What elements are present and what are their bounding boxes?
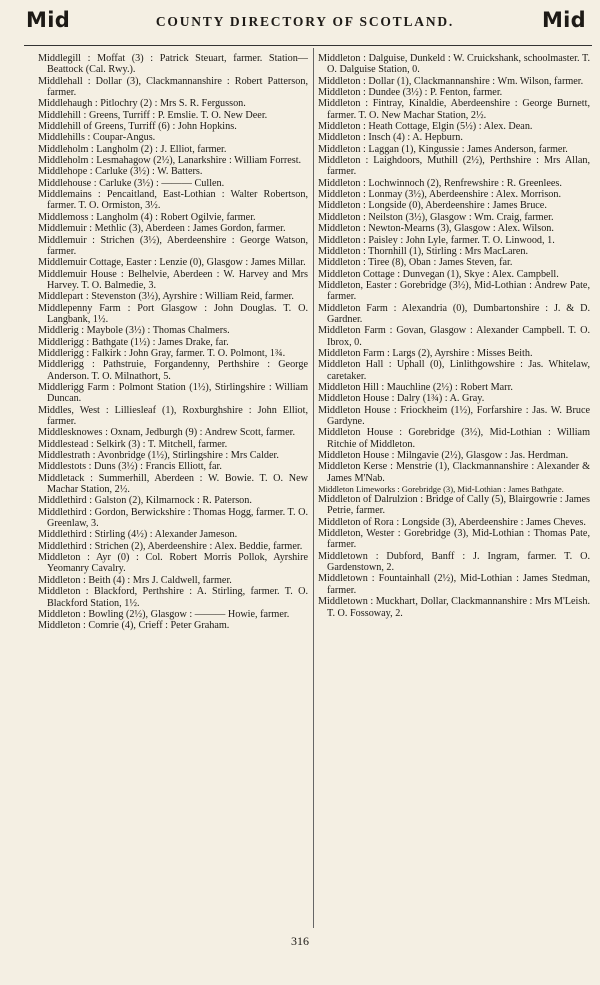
entry: Middleton : Insch (4) : A. Hepburn.: [318, 132, 463, 144]
entry: Middlemoss : Langholm (4) : Robert Ogilvie, farmer.: [38, 211, 256, 223]
entry: Middleton of Dalrulzion : Bridge of Cally (5), Blairgowrie : James Petrie, farmer.: [318, 494, 590, 517]
entry: Middlestots : Duns (3½) : Francis Elliott, far.: [38, 461, 222, 473]
entry: Middlethird : Strichen (2), Aberdeenshire : Alex. Beddie, farmer.: [38, 540, 303, 552]
entry: Middleton : Ayr (0) : Col. Robert Morris Pollok, Ayrshire Yeomanry Cavalry.: [38, 552, 308, 575]
entry: Middleton : Newton-Mearns (3), Glasgow : Alex. Wilson.: [318, 223, 554, 235]
entry: Middlestead : Selkirk (3) : T. Mitchell, farmer.: [38, 438, 228, 450]
entry: Middleton : Bowling (2½), Glasgow : ——— Howie, farmer.: [38, 608, 290, 620]
entry: Middleton Hill : Mauchline (2½) : Robert Marr.: [318, 381, 513, 393]
entry: Middleton : Comrie (4), Crieff : Peter Graham.: [38, 620, 230, 632]
entry: Middleton : Dundee (3½) : P. Fenton, farmer.: [318, 87, 503, 99]
entry: Middleton, Wester : Gorebridge (3), Mid-Lothian : Thomas Pate, farmer.: [318, 528, 590, 551]
entry: Middletown : Muckhart, Dollar, Clackmannanshire : Mrs M'Leish. T. O. Fossoway, 2.: [318, 596, 590, 619]
running-title: COUNTY DIRECTORY OF SCOTLAND.: [155, 14, 455, 29]
entry: Middleton Limeworks : Gorebridge (3), Mid-Lothian : James Bathgate.: [318, 484, 564, 495]
entry: Middleton : Laggan (1), Kingussie : James Anderson, farmer.: [318, 143, 568, 155]
entry: Middletown : Dubford, Banff : J. Ingram, farmer. T. O. Gardenstown, 2.: [318, 550, 590, 574]
entry: Middlepart : Stevenston (3½), Ayrshire : William Reid, farmer.: [38, 291, 294, 303]
entry: Middleton : Thornhill (1), Stirling : Mrs MacLaren.: [318, 245, 529, 257]
entry: Middleton : Neilston (3½), Glasgow : Wm. Craig, farmer.: [318, 211, 554, 223]
entry: Middlehaugh : Pitlochry (2) : Mrs S. R. Fergusson.: [38, 98, 246, 110]
entry: Middleton Farm : Govan, Glasgow : Alexander Campbell. T. O. Ibrox, 0.: [318, 325, 590, 348]
entry: Middleton : Dalguise, Dunkeld : W. Cruickshank, schoolmaster. T. O. Dalguise Station, 0.: [318, 53, 590, 76]
entry: Middleholm : Lesmahagow (2½), Lanarkshire : William Forrest.: [38, 155, 302, 167]
entry: Middleton Cottage : Dunvegan (1), Skye : Alex. Campbell.: [318, 268, 559, 280]
column-divider: [313, 48, 314, 928]
entry: Middleton : Fintray, Kinaldie, Aberdeenshire : George Burnett, farmer. T. O. New Machar Station, 2½.: [318, 98, 590, 121]
entry: Middlemuir Cottage, Easter : Lenzie (0), Glasgow : James Millar.: [38, 257, 306, 269]
entry: Middles, West : Lilliesleaf (1), Roxburghshire : John Elliot, farmer.: [38, 404, 308, 427]
entry: Middleholm : Langholm (2) : J. Elliot, farmer.: [38, 143, 227, 155]
entry: Middlethird : Gordon, Berwickshire : Thomas Hogg, farmer. T. O. Greenlaw, 3.: [38, 506, 308, 530]
header-left-keyword: Mid: [26, 8, 71, 32]
entry: Middlehall : Dollar (3), Clackmannanshire : Robert Patterson, farmer.: [38, 75, 308, 99]
left-column: [38, 53, 308, 632]
entry: Middlegill : Moffat (3) : Patrick Steuart, farmer. Station—Beattock (Cal. Rwy.).: [38, 53, 308, 76]
entry: Middleton : Beith (4) : Mrs J. Caldwell, farmer.: [38, 574, 232, 586]
entry: Middlemuir : Methlic (3), Aberdeen : James Gordon, farmer.: [38, 223, 286, 235]
entry: Middlehouse : Carluke (3½) : ——— Cullen.: [38, 177, 225, 189]
entry: Middleton House : Gorebridge (3½), Mid-Lothian : William Ritchie of Middleton.: [318, 427, 590, 450]
page-number: 316: [291, 934, 309, 948]
entry: Middlesknowes : Oxnam, Jedburgh (9) : Andrew Scott, farmer.: [38, 427, 296, 439]
entry: Middletown : Fountainhall (2½), Mid-Lothian : James Stedman, farmer.: [318, 573, 590, 596]
entry: Middlemuir : Strichen (3½), Aberdeenshire : George Watson, farmer.: [38, 234, 308, 257]
entry: Middlehill : Greens, Turriff : P. Emslie. T. O. New Deer.: [38, 109, 268, 121]
entry: Middlepenny Farm : Port Glasgow : John Douglas. T. O. Langbank, 1½.: [38, 302, 308, 325]
entry: Middleton Farm : Alexandria (0), Dumbartonshire : J. & D. Gardner.: [318, 302, 590, 325]
entry: Middleton House : Dalry (1¾) : A. Gray.: [318, 393, 485, 405]
entry: Middleton House : Friockheim (1½), Forfarshire : Jas. W. Bruce Gardyne.: [318, 404, 590, 427]
entry: Middlemuir House : Belhelvie, Aberdeen : W. Harvey and Mrs Harvey. T. O. Balmedie, 3.: [38, 268, 308, 291]
entry: Middleton House : Milngavie (2½), Glasgow : Jas. Herdman.: [318, 450, 569, 462]
entry: Middleton Kerse : Menstrie (1), Clackmannanshire : Alexander & James M'Nab.: [318, 461, 590, 484]
entry: Middlerigg : Pathstruie, Forgandenny, Perthshire : George Anderson. T. O. Milnathort, 5.: [38, 359, 308, 382]
entry: Middlerigg Farm : Polmont Station (1½), Stirlingshire : William Duncan.: [38, 381, 308, 405]
entry: Middleton : Blackford, Perthshire : A. Stirling, farmer. T. O. Blackford Station, 1½.: [38, 586, 308, 609]
entry: Middleton : Lonmay (3½), Aberdeenshire : Alex. Morrison.: [318, 189, 562, 201]
page-header: [18, 8, 592, 40]
header-rule: [24, 45, 592, 46]
entry: Middlehills : Coupar-Angus.: [38, 132, 156, 144]
entry: Middlestrath : Avonbridge (1½), Stirlingshire : Mrs Calder.: [38, 450, 279, 462]
entry: Middlerigg : Falkirk : John Gray, farmer. T. O. Polmont, 1¾.: [38, 347, 286, 359]
entry: Middlehill of Greens, Turriff (6) : John Hopkins.: [38, 121, 237, 133]
entry: Middleton : Heath Cottage, Elgin (5½) : Alex. Dean.: [318, 121, 533, 133]
entry: Middleton : Laighdoors, Muthill (2½), Perthshire : Mrs Allan, farmer.: [318, 155, 590, 178]
right-column: [318, 53, 590, 619]
entry: Middleton Hall : Uphall (0), Linlithgowshire : Jas. Whitelaw, caretaker.: [318, 359, 590, 382]
entry: Middleton, Easter : Gorebridge (3½), Mid-Lothian : Andrew Pate, farmer.: [318, 279, 590, 303]
entry: Middlemains : Pencaitland, East-Lothian : Walter Robertson, farmer. T. O. Ormiston, 3½.: [38, 189, 308, 212]
entry: Middleton Farm : Largs (2), Ayrshire : Misses Beith.: [318, 347, 533, 359]
entry: Middleton : Longside (0), Aberdeenshire : James Bruce.: [318, 200, 547, 212]
header-right-keyword: Mid: [541, 8, 586, 32]
entry: Middleton of Rora : Longside (3), Aberdeenshire : James Cheves.: [318, 516, 586, 528]
entry: Middlerig : Maybole (3½) : Thomas Chalmers.: [38, 325, 230, 337]
entry: Middlethird : Stirling (4½) : Alexander Jameson.: [38, 529, 238, 541]
entry: Middlehope : Carluke (3½) : W. Batters.: [38, 166, 203, 178]
entry: Middleton : Paisley : John Lyle, farmer. T. O. Linwood, 1.: [318, 234, 555, 246]
entry: Middleton : Dollar (1), Clackmannanshire : Wm. Wilson, farmer.: [318, 75, 584, 87]
entry: Middleton : Tiree (8), Oban : James Steven, far.: [318, 257, 513, 269]
entry: Middletack : Summerhill, Aberdeen : W. Bowie. T. O. New Machar Station, 2½.: [38, 472, 308, 496]
entry: Middlerigg : Bathgate (1½) : James Drake, far.: [38, 336, 229, 348]
entry: Middlethird : Galston (2), Kilmarnock : R. Paterson.: [38, 495, 252, 507]
entry: Middleton : Lochwinnoch (2), Renfrewshire : R. Greenlees.: [318, 177, 562, 189]
